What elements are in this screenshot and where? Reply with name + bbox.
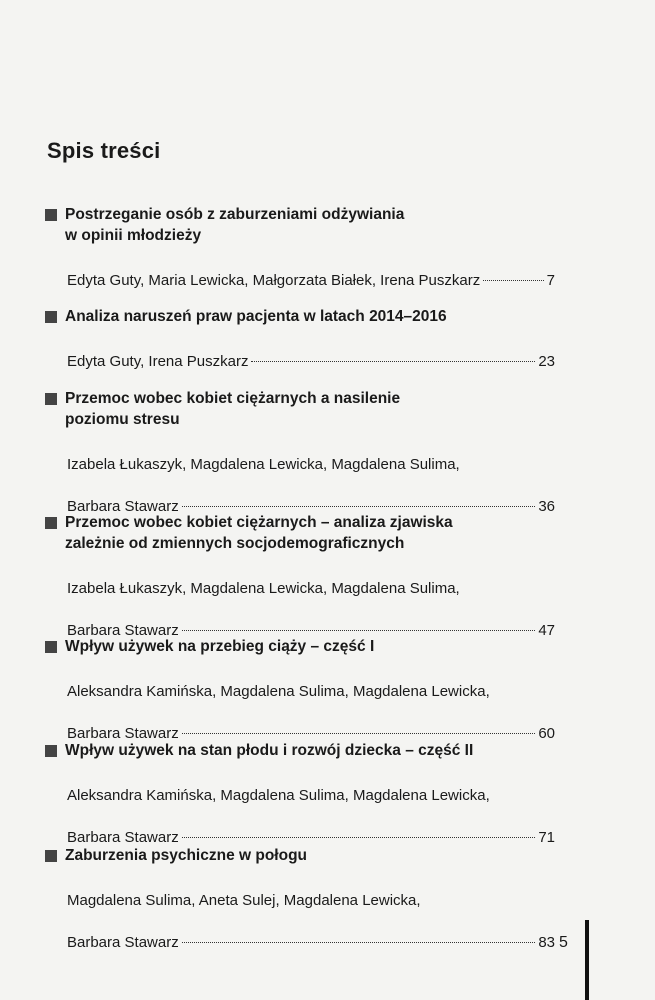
entry-authors-line: Aleksandra Kamińska, Magdalena Sulima, Magdalena Lewicka, bbox=[67, 683, 490, 700]
entry-page-number: 60 bbox=[538, 725, 555, 742]
bullet-square-icon bbox=[45, 517, 57, 529]
entry-page-number: 83 bbox=[538, 934, 555, 951]
entry-authors-text: Edyta Guty, Maria Lewicka, Małgorzata Białek, Irena Puszkarz bbox=[67, 272, 481, 289]
entry-authors-line: Izabela Łukaszyk, Magdalena Lewicka, Magdalena Sulima, bbox=[67, 580, 460, 597]
entry-title-text: Wpływ używek na przebieg ciąży – część I bbox=[65, 638, 375, 655]
entry-title-text: Przemoc wobec kobiet ciężarnych a nasilenie poziomu stresu bbox=[65, 390, 401, 428]
entry-authors-text: Edyta Guty, Irena Puszkarz bbox=[67, 353, 249, 370]
page-title: Spis treści bbox=[47, 138, 161, 163]
leader-dots bbox=[251, 361, 535, 362]
entry-title-text: Postrzeganie osób z zaburzeniami odżywiania w opinii młodzieży bbox=[65, 206, 405, 244]
entry-title-text: Wpływ używek na stan płodu i rozwój dziecka – część II bbox=[65, 742, 474, 759]
entry-title bbox=[45, 204, 555, 246]
bullet-square-icon bbox=[45, 745, 57, 757]
entry-page-number: 23 bbox=[538, 353, 555, 370]
entry-page-number: 47 bbox=[538, 622, 555, 639]
bullet-square-icon bbox=[45, 393, 57, 405]
entry-page-number: 7 bbox=[546, 272, 555, 289]
entry-authors-line: Izabela Łukaszyk, Magdalena Lewicka, Magdalena Sulima, bbox=[67, 456, 460, 473]
leader-dots bbox=[182, 630, 536, 631]
bullet-square-icon bbox=[45, 311, 57, 323]
entry-authors-text: Barbara Stawarz bbox=[67, 725, 179, 742]
entry-title bbox=[45, 740, 555, 761]
entry-title bbox=[45, 636, 555, 657]
entry-leader-line bbox=[67, 270, 555, 291]
entry-page-number: 36 bbox=[538, 498, 555, 515]
entry-leader-line bbox=[67, 351, 555, 372]
entry-leader-line bbox=[67, 932, 555, 953]
toc-entry bbox=[45, 204, 555, 312]
entry-authors bbox=[67, 869, 555, 974]
entry-title bbox=[45, 845, 555, 866]
entry-page-number: 71 bbox=[538, 829, 555, 846]
toc-entry bbox=[45, 306, 555, 393]
entry-authors bbox=[67, 249, 555, 312]
leader-dots bbox=[182, 733, 536, 734]
entry-title bbox=[45, 306, 555, 327]
entry-authors bbox=[67, 330, 555, 393]
entry-authors-text: Barbara Stawarz bbox=[67, 829, 179, 846]
toc-entry bbox=[45, 845, 555, 974]
leader-dots bbox=[182, 506, 536, 507]
page-number: 5 bbox=[559, 934, 568, 951]
entry-authors-text: Barbara Stawarz bbox=[67, 498, 179, 515]
page-edge-bar bbox=[585, 920, 589, 1000]
leader-dots bbox=[182, 837, 536, 838]
entry-authors-text: Barbara Stawarz bbox=[67, 622, 179, 639]
leader-dots bbox=[182, 942, 536, 943]
leader-dots bbox=[483, 280, 543, 281]
entry-authors-text: Barbara Stawarz bbox=[67, 934, 179, 951]
entry-title bbox=[45, 512, 555, 554]
entry-title bbox=[45, 388, 555, 430]
bullet-square-icon bbox=[45, 850, 57, 862]
entry-title-text: Przemoc wobec kobiet ciężarnych – analiza zjawiska zależnie od zmiennych socjodemograficznych bbox=[65, 514, 453, 552]
entry-authors-line: Aleksandra Kamińska, Magdalena Sulima, Magdalena Lewicka, bbox=[67, 787, 490, 804]
entry-title-text: Analiza naruszeń praw pacjenta w latach 2014–2016 bbox=[65, 308, 447, 325]
bullet-square-icon bbox=[45, 209, 57, 221]
bullet-square-icon bbox=[45, 641, 57, 653]
entry-title-text: Zaburzenia psychiczne w połogu bbox=[65, 847, 308, 864]
entry-authors-line: Magdalena Sulima, Aneta Sulej, Magdalena Lewicka, bbox=[67, 892, 421, 909]
